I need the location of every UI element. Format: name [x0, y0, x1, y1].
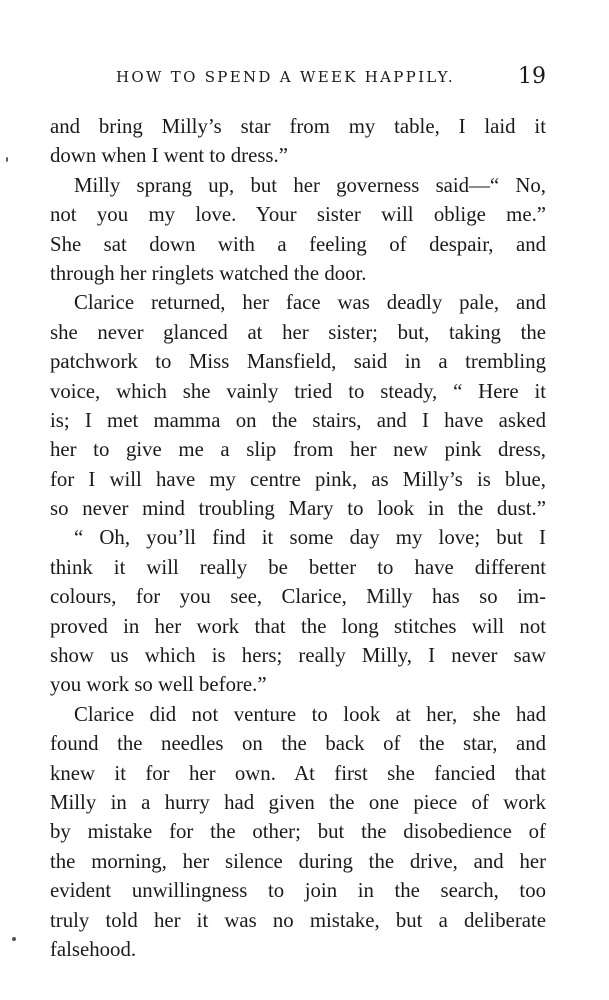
text-line: evident unwillingness to join in the search, too — [50, 879, 546, 903]
text-line: down when I went to dress.” — [50, 144, 288, 168]
page-number: 19 — [518, 64, 546, 89]
text-line: patchwork to Miss Mansfield, said in a trembling — [50, 350, 546, 374]
text-line: her to give me a slip from her new pink dress, — [50, 438, 546, 462]
text-line: by mistake for the other; but the disobedience of — [50, 820, 546, 844]
text-line: and bring Milly’s star from my table, I laid it — [50, 115, 546, 138]
text-line: show us which is hers; really Milly, I never saw — [50, 644, 546, 668]
text-line: She sat down with a feeling of despair, and — [50, 232, 546, 256]
text-line: Milly sprang up, but her governess said—“ No, — [74, 173, 546, 197]
text-line: Milly in a hurry had given the one piece of work — [50, 790, 546, 814]
text-line: colours, for you see, Clarice, Milly has so im- — [50, 585, 546, 609]
text-line: is; I met mamma on the stairs, and I have asked — [50, 408, 546, 432]
text-line: “ Oh, you’ll find it some day my love; but I — [74, 526, 546, 550]
text-line: for I will have my centre pink, as Milly’s is blue, — [50, 467, 546, 491]
text-line: she never glanced at her sister; but, taking the — [50, 320, 546, 344]
text-line: through her ringlets watched the door. — [50, 261, 367, 285]
text-line: you work so well before.” — [50, 673, 267, 697]
text-line: knew it for her own. At first she fancied that — [50, 761, 546, 785]
text-line: falsehood. — [50, 937, 137, 961]
text-line: Clarice returned, her face was deadly pale, and — [74, 291, 546, 315]
text-line: voice, which she vainly tried to steady, “ Here it — [50, 379, 546, 403]
running-title: HOW TO SPEND A WEEK HAPPILY. — [116, 68, 455, 86]
page-header — [50, 64, 546, 94]
text-line: the morning, her silence during the drive, and her — [50, 849, 546, 873]
text-line: found the needles on the back of the star, and — [50, 732, 546, 756]
text-line: proved in her work that the long stitches will not — [50, 614, 546, 638]
text-line: truly told her it was no mistake, but a deliberate — [50, 908, 546, 932]
text-line: not you my love. Your sister will oblige me.” — [50, 203, 546, 227]
body-text — [50, 112, 546, 964]
margin-speck — [12, 937, 16, 941]
margin-speck — [6, 157, 8, 162]
text-line: think it will really be better to have different — [50, 555, 546, 579]
text-line: so never mind troubling Mary to look in the dust.” — [50, 497, 546, 521]
text-line: Clarice did not venture to look at her, she had — [74, 702, 546, 726]
